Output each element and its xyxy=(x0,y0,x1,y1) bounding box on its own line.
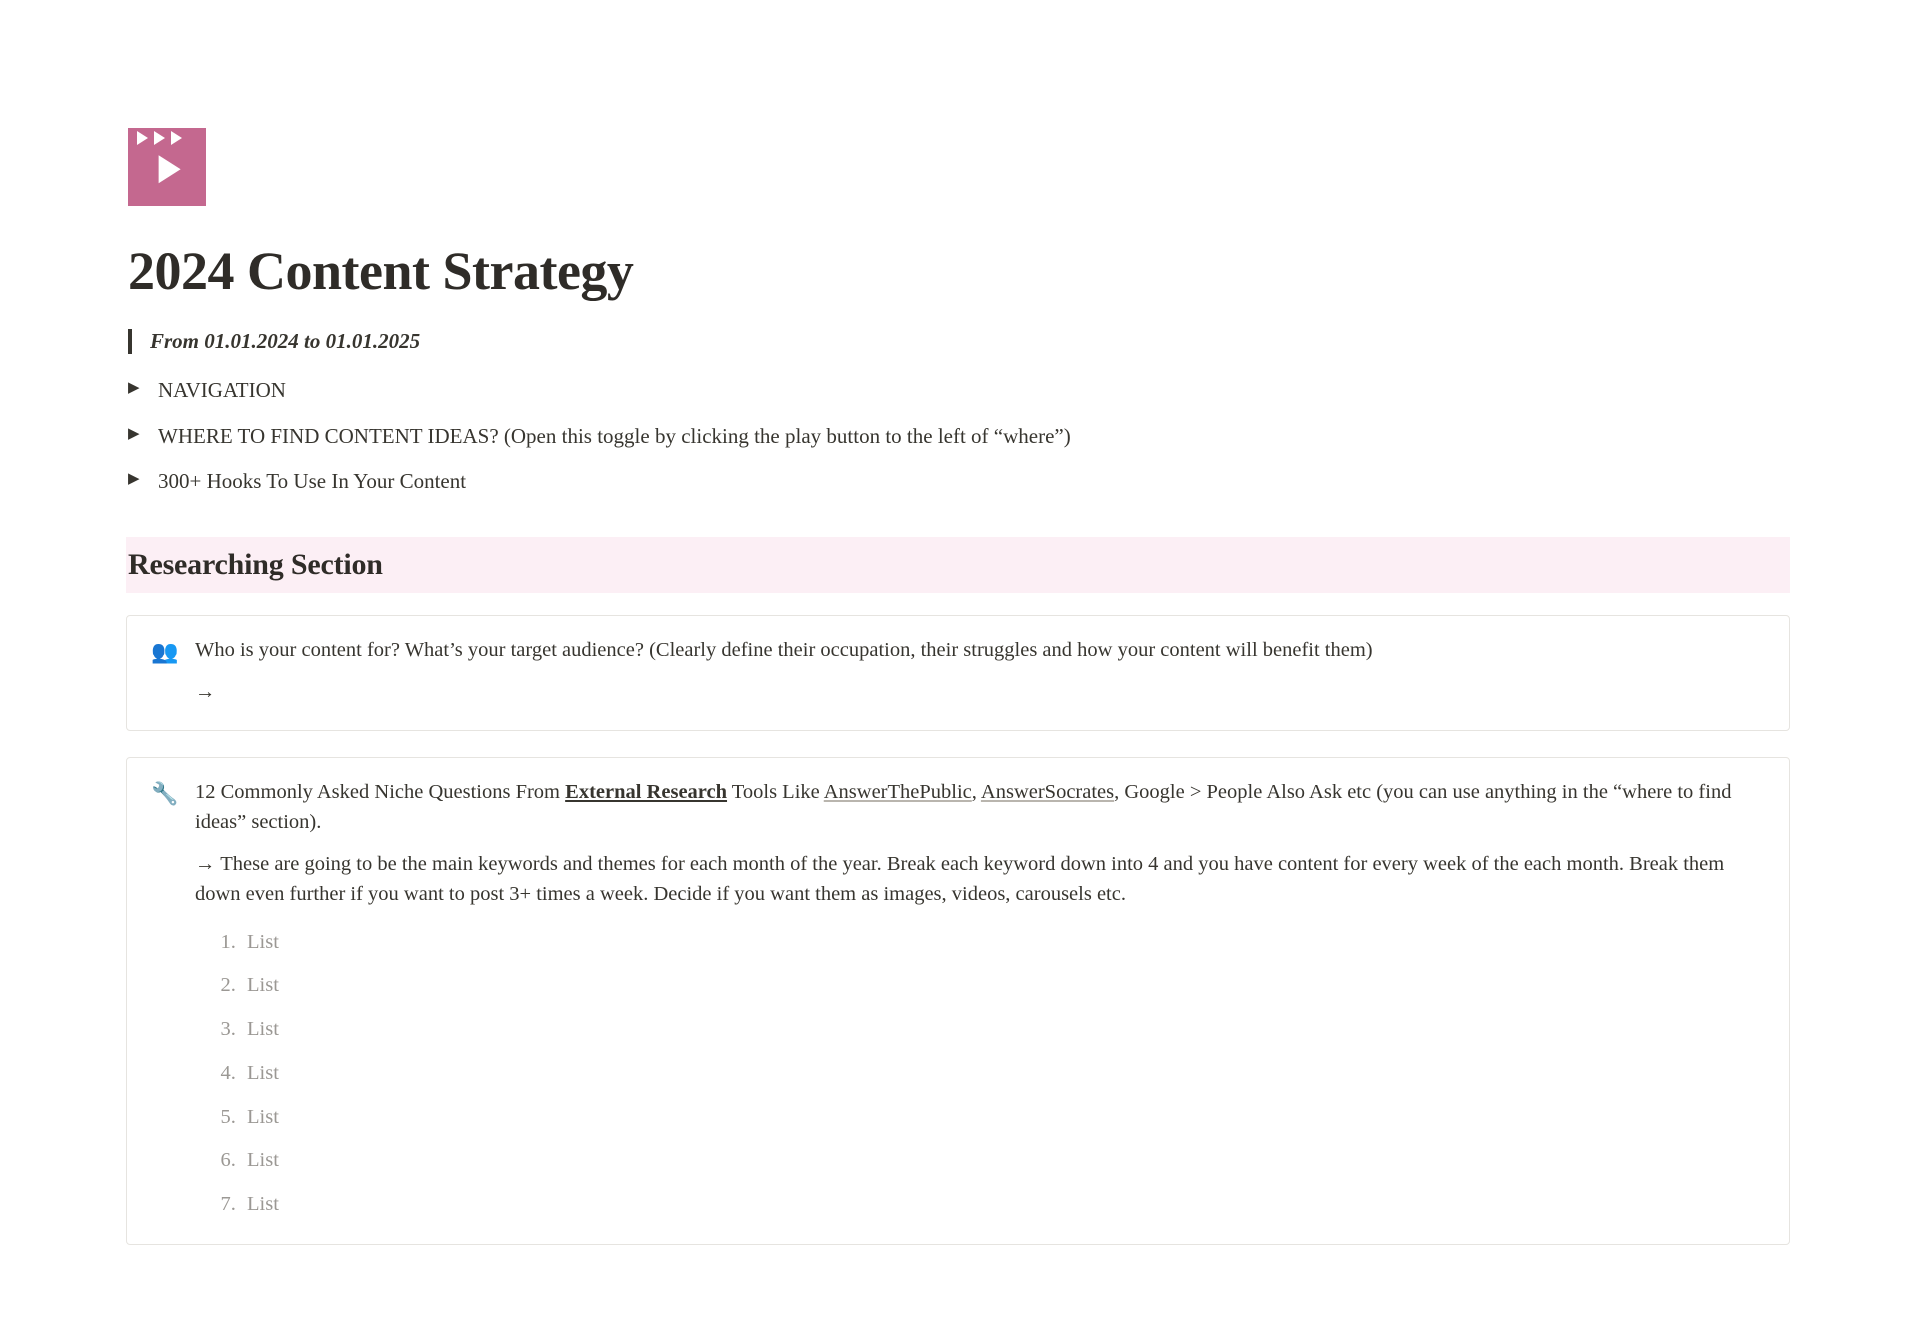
toggle-label: WHERE TO FIND CONTENT IDEAS? (Open this toggle by clicking the play button to the left of “where”) xyxy=(158,423,1071,448)
list-item-text: List xyxy=(247,1149,279,1172)
list-item[interactable] xyxy=(241,1015,1765,1045)
link-separator: , xyxy=(971,780,981,803)
page-title[interactable]: 2024 Content Strategy xyxy=(128,241,634,301)
toggle-list xyxy=(128,376,1920,495)
callout-target-audience[interactable] xyxy=(126,615,1790,730)
people-icon: 👥 xyxy=(151,639,179,665)
document-page xyxy=(0,128,1920,1327)
research-sub-paragraph: → These are going to be the main keywords and themes for each month of the year. Break each keyword down into 4 and you have content for every week of the each month. Break them down even further if you want to post 3+ times a week. Decide if you want them as images, videos, carousels etc. xyxy=(195,853,1725,906)
list-item[interactable] xyxy=(241,1059,1765,1089)
clapperboard-play-icon[interactable] xyxy=(128,128,206,206)
chevron-right-icon[interactable]: ▶ xyxy=(128,380,140,397)
section-heading-text[interactable]: Researching Section xyxy=(128,548,383,582)
list-item-text: List xyxy=(247,974,279,997)
research-numbered-list xyxy=(195,928,1765,1220)
research-lead-part-3: , Google > People Also Ask etc (you can use anything in the “where to find ideas” section). xyxy=(195,780,1732,833)
link-answerthepublic[interactable]: AnswerThePublic xyxy=(823,780,972,803)
toggle-label: NAVIGATION xyxy=(158,378,286,403)
callout-body xyxy=(195,636,1765,707)
toggle-label: 300+ Hooks To Use In Your Content xyxy=(158,469,467,494)
icon-clapper-top xyxy=(128,128,206,149)
list-item-text: List xyxy=(247,1018,279,1041)
date-range-quote[interactable]: From 01.01.2024 to 01.01.2025 xyxy=(128,329,1920,354)
list-item-text: List xyxy=(247,1105,279,1128)
research-emphasis: External Research xyxy=(565,780,728,803)
icon-play-triangle xyxy=(159,155,181,183)
wrench-icon: 🔧 xyxy=(151,780,179,806)
icon-triangle-3 xyxy=(171,131,182,145)
chevron-right-icon[interactable]: ▶ xyxy=(128,471,140,488)
callout-body xyxy=(195,778,1765,1234)
list-item-text: List xyxy=(247,1193,279,1216)
list-item[interactable] xyxy=(241,1146,1765,1176)
list-item[interactable] xyxy=(241,928,1765,958)
toggle-where-to-find-content-ideas[interactable] xyxy=(128,422,1920,450)
list-item-text: List xyxy=(247,930,279,953)
list-item[interactable] xyxy=(241,1103,1765,1133)
research-lead-part-1: 12 Commonly Asked Niche Questions From xyxy=(195,780,566,803)
toggle-navigation[interactable] xyxy=(128,376,1920,404)
research-lead-part-2: Tools Like xyxy=(727,780,824,803)
list-item-text: List xyxy=(247,1061,279,1084)
research-lead-paragraph xyxy=(195,778,1765,837)
section-heading-researching xyxy=(126,537,1790,593)
link-answersocrates[interactable]: AnswerSocrates xyxy=(980,780,1115,803)
callout-external-research[interactable] xyxy=(126,757,1790,1245)
toggle-300-hooks[interactable] xyxy=(128,467,1920,495)
callout-answer-arrow[interactable]: → xyxy=(195,681,216,704)
list-item[interactable] xyxy=(241,1190,1765,1220)
list-item[interactable] xyxy=(241,971,1765,1001)
icon-triangle-2 xyxy=(154,131,165,145)
icon-triangle-1 xyxy=(137,131,148,145)
chevron-right-icon[interactable]: ▶ xyxy=(128,425,140,442)
callout-question-text: Who is your content for? What’s your target audience? (Clearly define their occupation, their struggles and how your content will benefit them) xyxy=(195,639,1373,662)
